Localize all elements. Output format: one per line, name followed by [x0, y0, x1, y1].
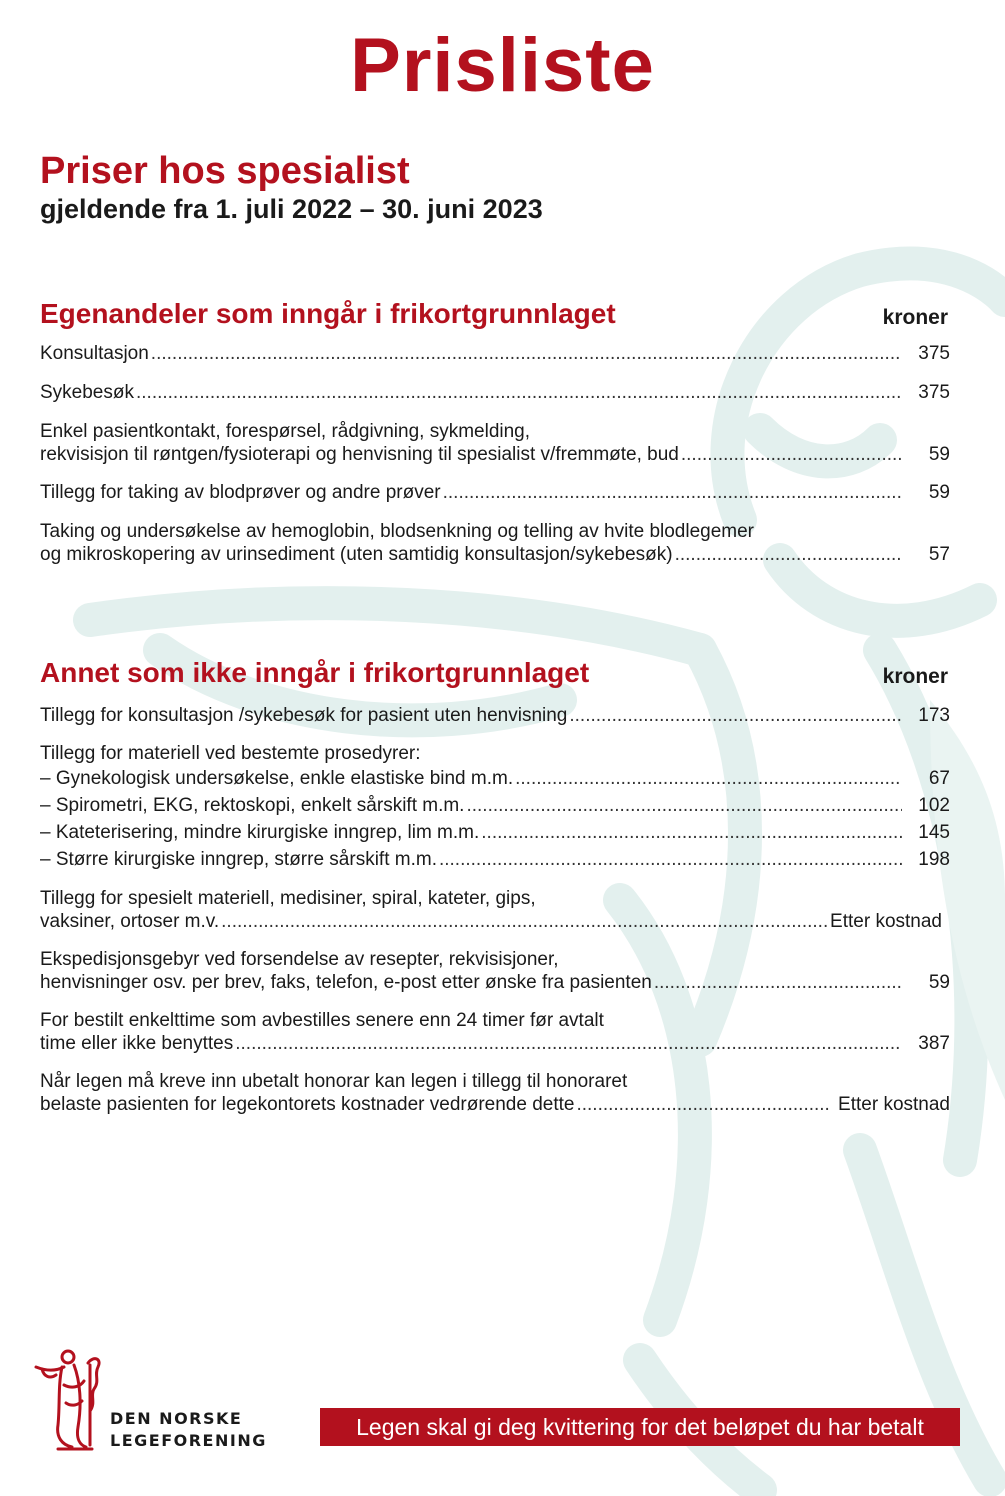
material-label: – Kateterisering, mindre kirurgiske inngrep, lim m.m. — [40, 822, 480, 843]
dot-leader — [515, 765, 902, 792]
dot-leader — [681, 443, 902, 466]
dot-leader — [443, 481, 902, 504]
price-value: 375 — [918, 343, 950, 364]
price-label-line1: For bestilt enkelttime som avbestilles senere enn 24 timer før avtalt — [40, 1010, 604, 1031]
dot-leader — [151, 342, 902, 365]
price-row — [40, 420, 950, 466]
material-label: – Større kirurgiske inngrep, større sårskift m.m. — [40, 849, 437, 870]
price-value: 59 — [928, 444, 950, 465]
material-row — [40, 792, 950, 819]
price-label: Konsultasjon — [40, 343, 149, 364]
materials-heading: Tillegg for materiell ved bestemte prosedyrer: — [40, 743, 421, 764]
materials-group — [40, 742, 950, 873]
dot-leader — [439, 846, 902, 873]
price-label: Tillegg for taking av blodprøver og andre prøver — [40, 482, 441, 503]
dot-leader — [221, 910, 828, 933]
price-label-line1: Tillegg for spesielt materiell, medisiner, spiral, kateter, gips, — [40, 888, 536, 909]
price-label-line1: Ekspedisjonsgebyr ved forsendelse av resepter, rekvisisjoner, — [40, 949, 559, 970]
organization-name-line2: LEGEFORENING — [110, 1431, 267, 1450]
price-row — [40, 887, 950, 933]
price-row — [40, 381, 950, 404]
dot-leader — [569, 704, 902, 727]
dot-leader — [481, 819, 902, 846]
validity-period: gjeldende fra 1. juli 2022 – 30. juni 2023 — [40, 194, 543, 224]
price-value: Etter kostnad — [838, 1094, 950, 1115]
unit-label: kroner — [882, 665, 948, 688]
price-label-line1: Når legen må kreve inn ubetalt honorar kan legen i tillegg til honoraret — [40, 1071, 628, 1092]
dot-leader — [654, 971, 902, 994]
material-label: – Gynekologisk undersøkelse, enkle elastiske bind m.m. — [40, 768, 514, 789]
price-label: Sykebesøk — [40, 382, 134, 403]
price-row — [40, 481, 950, 504]
dot-leader — [136, 381, 902, 404]
price-row — [40, 1009, 950, 1055]
price-label: og mikroskopering av urinsediment (uten samtidig konsultasjon/sykebesøk) — [40, 544, 673, 565]
price-value: 375 — [918, 382, 950, 403]
price-value: 57 — [928, 544, 950, 565]
section-header — [40, 298, 950, 338]
section-title: Egenandeler som inngår i frikortgrunnlaget — [40, 298, 616, 329]
section-title: Annet som ikke inngår i frikortgrunnlaget — [40, 657, 590, 688]
dot-leader — [576, 1093, 830, 1116]
price-label: henvisninger osv. per brev, faks, telefon, e-post etter ønske fra pasienten — [40, 972, 652, 993]
price-label: time eller ikke benyttes — [40, 1033, 234, 1054]
material-row — [40, 765, 950, 792]
material-value: 145 — [918, 822, 950, 843]
section-not-included — [40, 657, 950, 1116]
dot-leader — [675, 543, 902, 566]
price-row — [40, 520, 950, 566]
material-row — [40, 819, 950, 846]
material-value: 67 — [928, 768, 950, 789]
dot-leader — [466, 792, 902, 819]
unit-label: kroner — [882, 306, 948, 329]
page-title: Prisliste — [350, 23, 655, 108]
price-value: 59 — [928, 482, 950, 503]
subtitle: Priser hos spesialist — [40, 150, 410, 192]
price-label-line1: Enkel pasientkontakt, forespørsel, rådgivning, sykmelding, — [40, 421, 531, 442]
receipt-notice-banner: Legen skal gi deg kvittering for det beløpet du har betalt — [320, 1408, 960, 1446]
price-label: rekvisisjon til røntgen/fysioterapi og henvisning til spesialist v/fremmøte, bud — [40, 444, 679, 465]
dot-leader — [235, 1032, 902, 1055]
price-label: belaste pasienten for legekontorets kostnader vedrørende dette — [40, 1094, 575, 1115]
price-value: 387 — [918, 1033, 950, 1054]
organization-name — [110, 1408, 267, 1452]
material-value: 102 — [918, 795, 950, 816]
organization-name-line1: DEN NORSKE — [110, 1409, 243, 1428]
section-header — [40, 657, 950, 697]
material-value: 198 — [918, 849, 950, 870]
price-label: Tillegg for konsultasjon /sykebesøk for pasient uten henvisning — [40, 705, 568, 726]
price-row — [40, 704, 950, 727]
material-label: – Spirometri, EKG, rektoskopi, enkelt sårskift m.m. — [40, 795, 465, 816]
price-row — [40, 948, 950, 994]
price-label-line1: Taking og undersøkelse av hemoglobin, blodsenkning og telling av hvite blodlegemer — [40, 521, 755, 542]
price-label: vaksiner, ortoser m.v. — [40, 911, 220, 932]
price-value: 173 — [918, 705, 950, 726]
price-value: 59 — [928, 972, 950, 993]
price-row — [40, 1070, 950, 1116]
price-value: Etter kostnad — [830, 911, 942, 932]
material-row — [40, 846, 950, 873]
price-row — [40, 342, 950, 365]
section-included — [40, 298, 950, 566]
